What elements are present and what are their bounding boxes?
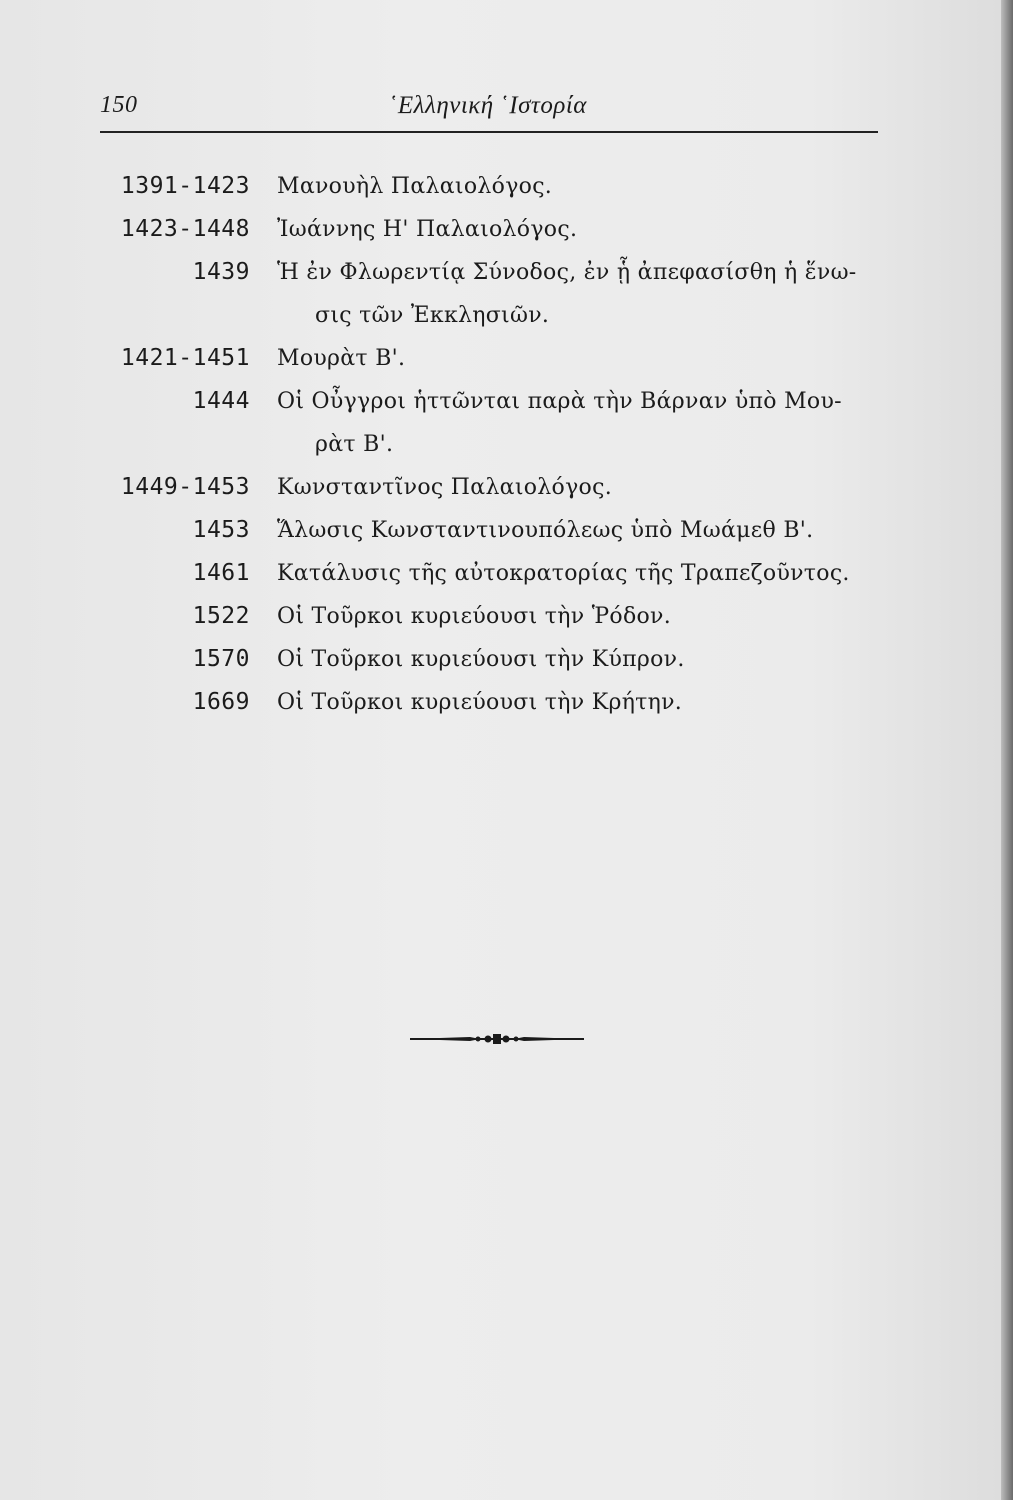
chronology-entry (0, 165, 1013, 208)
chronology-entry (0, 509, 1013, 552)
entry-date: 1391-1423 (120, 173, 250, 199)
entry-date: 1570 (192, 646, 250, 672)
entry-date: 1444 (192, 388, 250, 414)
chronology-entry (0, 595, 1013, 638)
chronology-entry (0, 638, 1013, 681)
entry-date: 1453 (192, 517, 250, 543)
entry-text (277, 466, 877, 509)
entry-line: Οἱ Τοῦρκοι κυριεύουσι τὴν Ῥόδον. (277, 604, 672, 629)
entry-text (277, 251, 877, 337)
entry-line: Οἱ Τοῦρκοι κυριεύουσι τὴν Κύπρον. (277, 647, 685, 672)
entry-date: 1439 (192, 259, 250, 285)
header-rule (100, 131, 878, 133)
entry-text (277, 208, 877, 251)
entry-date: 1449-1453 (120, 474, 250, 500)
entry-line: Μουρὰτ Β'. (277, 346, 406, 371)
page-header (100, 92, 876, 132)
entry-line: Κωνσταντῖνος Παλαιολόγος. (277, 475, 613, 500)
page-number: 150 (100, 92, 138, 118)
end-ornament-icon (410, 1032, 584, 1046)
entry-date: 1669 (192, 689, 250, 715)
entry-text (277, 509, 877, 552)
running-title: ῾Ελληνική ῾Ιστορία (389, 92, 587, 119)
entry-line: Ἡ ἐν Φλωρεντίᾳ Σύνοδος, ἐν ᾗ ἀπεφασίσθη ἡ ἕνω- (277, 260, 857, 285)
entry-line: Οἱ Τοῦρκοι κυριεύουσι τὴν Κρήτην. (277, 690, 683, 715)
chronology-entry (0, 380, 1013, 466)
entry-date: 1522 (192, 603, 250, 629)
entry-line: Μανουὴλ Παλαιολόγος. (277, 174, 553, 199)
entry-text (277, 337, 877, 380)
chronology-entry (0, 337, 1013, 380)
chronology-list (0, 165, 1013, 724)
entry-date: 1423-1448 (120, 216, 250, 242)
entry-line: Ἰωάννης Η' Παλαιολόγος. (277, 217, 578, 242)
entry-line-continuation: σις τῶν Ἐκκλησιῶν. (315, 303, 550, 328)
entry-text (277, 552, 877, 595)
entry-text (277, 681, 877, 724)
chronology-entry (0, 552, 1013, 595)
entry-text (277, 638, 877, 681)
entry-text (277, 165, 877, 208)
entry-line: Κατάλυσις τῆς αὐτοκρατορίας τῆς Τραπεζοῦντος. (277, 561, 850, 586)
entry-text (277, 380, 877, 466)
entry-line: Οἱ Οὖγγροι ἡττῶνται παρὰ τὴν Βάρναν ὑπὸ Μου- (277, 389, 842, 414)
entry-line: Ἅλωσις Κωνσταντινουπόλεως ὑπὸ Μωάμεθ Β'. (277, 518, 814, 543)
entry-line-continuation: ρὰτ Β'. (315, 432, 394, 457)
entry-text (277, 595, 877, 638)
entry-date: 1421-1451 (120, 345, 250, 371)
chronology-entry (0, 466, 1013, 509)
chronology-entry (0, 681, 1013, 724)
chronology-entry (0, 251, 1013, 337)
entry-date: 1461 (192, 560, 250, 586)
chronology-entry (0, 208, 1013, 251)
